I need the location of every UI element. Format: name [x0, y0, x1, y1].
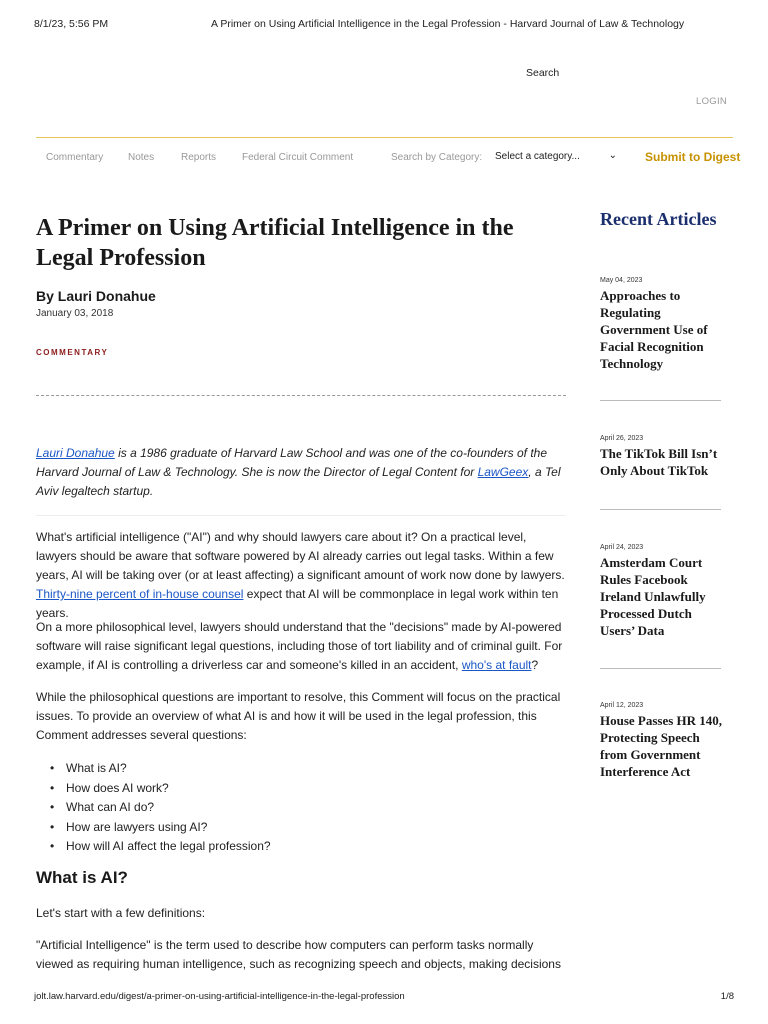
article-byline: By Lauri Donahue	[36, 288, 156, 304]
category-select[interactable]	[495, 151, 617, 162]
questions-list	[36, 759, 566, 857]
recent-article[interactable]	[600, 702, 725, 780]
recent-article-date: April 12, 2023	[600, 702, 644, 709]
author-note	[36, 444, 566, 501]
nav-commentary[interactable]: Commentary	[46, 152, 104, 163]
list-item: • What is AI?	[36, 759, 566, 779]
article-divider	[36, 395, 566, 396]
in-house-counsel-link[interactable]: Thirty-nine percent of in-house counsel	[36, 587, 244, 601]
chevron-down-icon: ⌄	[608, 150, 617, 161]
recent-article[interactable]	[600, 277, 725, 372]
recent-article-title[interactable]: Amsterdam Court Rules Facebook Ireland Unlawfully Processed Dutch Users’ Data	[600, 555, 706, 638]
paragraph-intro	[36, 528, 566, 623]
submit-to-digest-link[interactable]: Submit to Digest	[645, 150, 741, 164]
recent-article-date: April 24, 2023	[600, 544, 644, 551]
sidebar-divider	[600, 668, 721, 669]
print-page-title: A Primer on Using Artificial Intelligence in the Legal Profession - Harvard Journal of Law & Technology	[211, 18, 685, 30]
paragraph-scope: While the philosophical questions are important to resolve, this Comment will focus on the practical issues. To provide an overview of what AI is and how it will be used in the legal profession, this Comment addresses several questions:	[36, 690, 561, 742]
list-item: • How are lawyers using AI?	[36, 818, 566, 838]
paragraph-ai-definition: "Artificial Intelligence" is the term used to describe how computers can perform tasks normally viewed as requiring human intelligence, such as recognizing speech and objects, making decisions	[36, 938, 561, 971]
recent-article-date: May 04, 2023	[600, 277, 643, 284]
recent-article-title[interactable]: House Passes HR 140, Protecting Speech from Government Interference Act	[600, 713, 723, 779]
sidebar-divider	[600, 400, 721, 401]
lawgeex-link[interactable]: LawGeex	[477, 465, 529, 479]
search-link[interactable]: Search	[526, 67, 560, 79]
author-link[interactable]: Lauri Donahue	[36, 446, 115, 460]
paragraph-philosophical-tail: ?	[531, 658, 539, 672]
article-title: A Primer on Using Artificial Intelligence in the Legal Profession	[36, 215, 514, 271]
category-tag[interactable]: COMMENTARY	[36, 348, 109, 357]
author-note-text-1: is a 1986 graduate of Harvard Law School and was one of the co-founders of the Harvard Journal of Law & Technology. She is now the Director of Legal Content for	[36, 446, 548, 479]
paragraph-intro-tail: expect that AI will be commonplace in legal work within ten years.	[36, 587, 559, 620]
nav-notes[interactable]: Notes	[128, 152, 155, 163]
article-date: January 03, 2018	[36, 308, 114, 319]
paragraph-intro-text: What's artificial intelligence ("AI") and why should lawyers care about it? On a practical level, lawyers should be aware that software powered by AI already carries out legal tasks. Within a few years, AI will be taking over (or at least affecting) a significant amount of work now done by lawyers.	[36, 530, 565, 582]
print-url: jolt.law.harvard.edu/digest/a-primer-on-using-artificial-intelligence-in-the-legal-profession	[34, 991, 405, 1002]
recent-articles-heading: Recent Articles	[600, 209, 717, 229]
category-navbar	[36, 150, 741, 166]
list-item: • What can AI do?	[36, 798, 566, 818]
list-item: • How will AI affect the legal profession?	[36, 837, 566, 857]
recent-article-title[interactable]: The TikTok Bill Isn’t Only About TikTok	[600, 446, 718, 478]
login-link[interactable]: LOGIN	[696, 96, 728, 107]
whos-at-fault-link[interactable]: who's at fault	[461, 658, 532, 672]
recent-article-date: April 26, 2023	[600, 435, 644, 442]
paragraph-philosophical	[36, 618, 566, 675]
list-item: • How does AI work?	[36, 779, 566, 799]
author-note-text-2: , a Tel Aviv legaltech startup.	[36, 465, 561, 498]
print-page-number: 1/8	[720, 991, 734, 1002]
nav-federal-circuit-comment[interactable]: Federal Circuit Comment	[242, 152, 354, 163]
nav-reports[interactable]: Reports	[181, 152, 217, 163]
search-by-category-label: Search by Category:	[391, 152, 483, 163]
paragraph-philosophical-text: On a more philosophical level, lawyers should understand that the "decisions" made by AI-powered software will raise significant legal questions, including those of tort liability and of criminal guilt. For example, if AI is controlling a driverless car and someone's killed in an accident,	[36, 620, 563, 672]
recent-article[interactable]	[600, 435, 725, 479]
nav-divider	[36, 137, 733, 138]
paragraph-definitions-intro: Let's start with a few definitions:	[36, 906, 206, 920]
print-datetime: 8/1/23, 5:56 PM	[34, 18, 109, 30]
author-note-divider	[36, 515, 566, 516]
recent-article[interactable]	[600, 544, 725, 639]
sidebar-divider	[600, 509, 721, 510]
category-select-value: Select a category...	[495, 151, 580, 162]
recent-article-title[interactable]: Approaches to Regulating Government Use of Facial Recognition Technology	[600, 288, 708, 371]
section-heading-what-is-ai: What is AI?	[36, 868, 128, 887]
